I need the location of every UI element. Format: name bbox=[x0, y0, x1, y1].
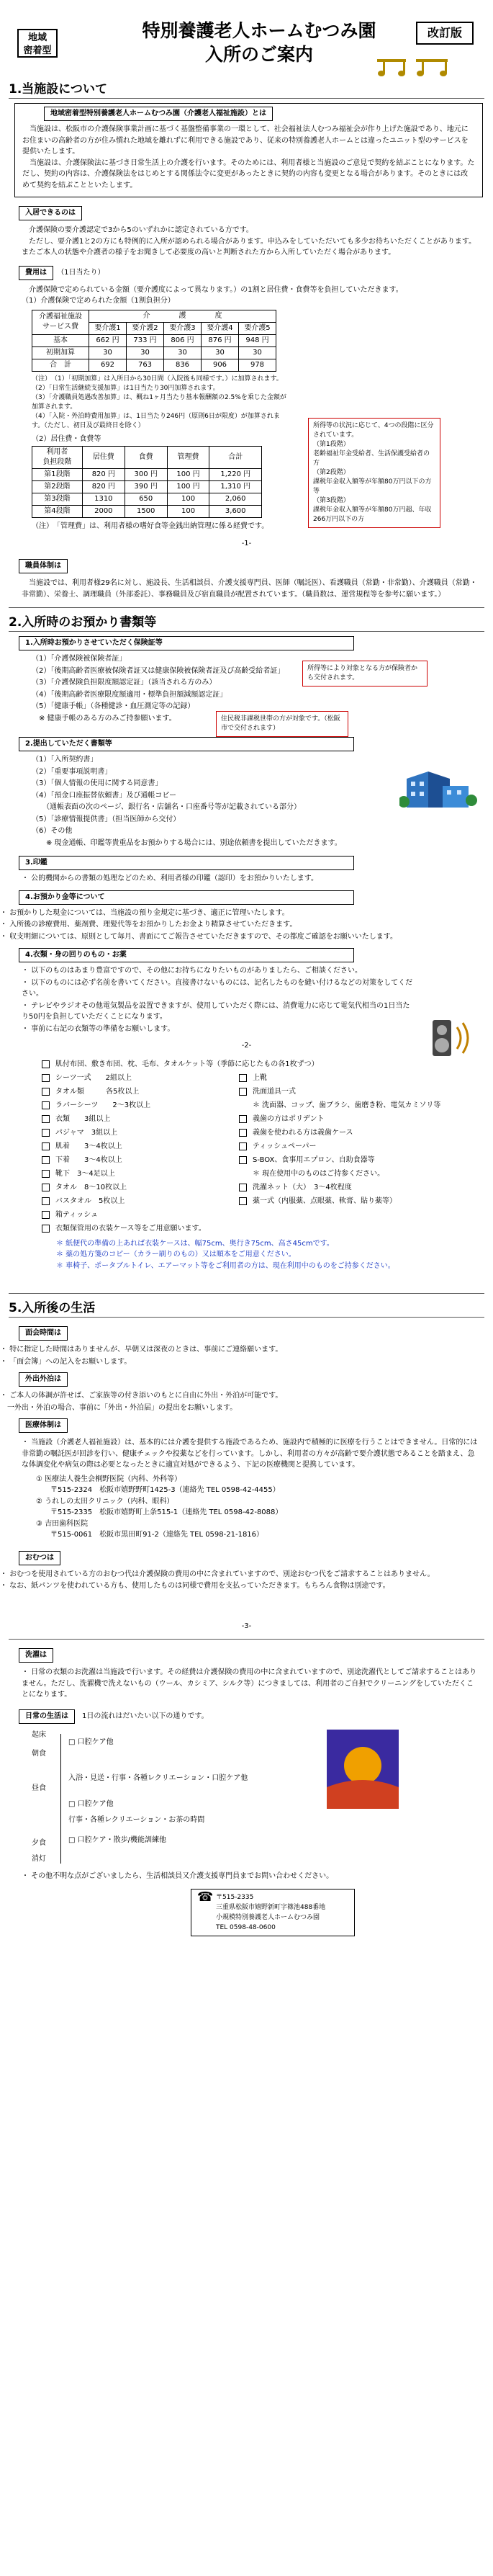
schedule-intro: 1日の流れはだいたい以下の通りです。 bbox=[82, 1712, 209, 1720]
page-number-3: -3- bbox=[241, 1622, 252, 1630]
care-fee-table bbox=[32, 310, 276, 372]
checklist-item bbox=[239, 1085, 476, 1099]
burden-level-note-line: 課税年金収入額等が年額80万円超、年収266万円以下の方 bbox=[313, 506, 432, 523]
table2-caption: （2）居住費・食費等 bbox=[32, 434, 101, 443]
care-fee-notes bbox=[32, 375, 291, 431]
living-cost-cell: 390 円 bbox=[125, 481, 167, 493]
living-cost-cell: 1,310 円 bbox=[209, 481, 262, 493]
document-item: （4）「後期高齢者医療限度額適用・標準負担額減額認定証」 bbox=[32, 690, 227, 699]
living-cost-cell: 第3段階 bbox=[32, 493, 83, 506]
submit-heading: 2.提出していただく書類等 bbox=[19, 737, 354, 751]
care-fee-row-label: 基本 bbox=[32, 334, 89, 346]
money-list bbox=[0, 908, 493, 943]
living-cost-cell: 1310 bbox=[82, 493, 125, 506]
outing-item: 一外出・外泊の場合、事前に「外出・外泊届」の提出をお願いします。 bbox=[0, 1403, 238, 1412]
care-fee-row bbox=[32, 359, 276, 371]
staff-rule bbox=[9, 607, 484, 608]
contact-box bbox=[191, 1889, 355, 1936]
hospital-name: ③ 吉田歯科医院 bbox=[36, 1519, 89, 1528]
living-cost-header: 合計 bbox=[209, 447, 262, 469]
living-cost-cell: 3,600 bbox=[209, 506, 262, 518]
visit-list bbox=[0, 1344, 493, 1367]
contact-line: 小規模特別養護老人ホームむつみ園 bbox=[216, 1914, 320, 1921]
checklist-label: 下着 3〜4枚以上 bbox=[55, 1155, 122, 1164]
schedule-time: 起床 bbox=[32, 1730, 46, 1739]
checklist-label: 肌付布団、敷き布団、枕、毛布、タオルケット等（季節に応じたもの各1枚ずつ） bbox=[55, 1060, 319, 1068]
section-1-rule bbox=[9, 98, 484, 99]
checklist-item bbox=[42, 1181, 229, 1194]
submit-item: （2）「重要事項説明書」 bbox=[32, 767, 112, 776]
living-cost-header: 利用者 負担段階 bbox=[32, 447, 83, 469]
living-cost-cell: 100 bbox=[167, 493, 209, 506]
belongings-heading: 4.衣類・身の回りのもの・お薬 bbox=[19, 948, 354, 962]
checklist-label: バスタオル 5枚以上 bbox=[55, 1197, 125, 1205]
checkbox-icon bbox=[42, 1088, 50, 1096]
checklist-label: 箱ティッシュ bbox=[55, 1210, 98, 1219]
belongings-blue-note: ＊ 車椅子、ポータブルトイレ、エアーマット等をご利用者の方は、現在利用中のものをご持参ください。 bbox=[56, 1261, 395, 1270]
care-fee-cell: 806 円 bbox=[164, 334, 202, 346]
care-fee-row-header: 介護福祉施設 サービス費 bbox=[32, 310, 89, 334]
living-cost-cell: 100 bbox=[167, 506, 209, 518]
submit-item: （4）「預金口座振替依頼書」及び通帳コピー bbox=[32, 791, 176, 800]
schedule-area bbox=[32, 1730, 493, 1866]
checklist-label: タオル類 各5枚以上 bbox=[55, 1087, 140, 1096]
checklist-item bbox=[239, 1181, 476, 1194]
sunset-icon bbox=[327, 1730, 399, 1866]
contact-line: 〒515-2335 bbox=[216, 1894, 254, 1901]
living-cost-cell: 第2段階 bbox=[32, 481, 83, 493]
diaper-list bbox=[0, 1569, 493, 1592]
belongings-list bbox=[22, 965, 414, 1034]
section-1-title: 1.当施設について bbox=[9, 82, 107, 97]
burden-level-note-line: 老齢福祉年金受給者、生活保護受給者の方 bbox=[313, 450, 430, 467]
care-fee-cell: 30 bbox=[89, 346, 127, 359]
checklist-label: 義歯の方はポリデント bbox=[253, 1114, 325, 1123]
belongings-item: ・ テレビやラジオその他電気製品を設置できますが、使用していただく際には、消費電力に応じて電気代相当の1日当たり50円を負担していただくことになります。 bbox=[22, 1001, 410, 1021]
care-fee-cell: 978 bbox=[239, 359, 276, 371]
hospital-address: 〒515-2324 松阪市嬉野野町1425-3（連絡先 TEL 0598-42-4455） bbox=[50, 1486, 280, 1494]
checklist-item bbox=[239, 1099, 476, 1112]
checkbox-icon bbox=[42, 1101, 50, 1109]
money-item: ・ 収支明細については、原則として毎月、書面にてご報告させていただきますので、その都度ご確認をお願いいたします。 bbox=[0, 932, 397, 941]
checklist-item bbox=[239, 1208, 476, 1222]
checklist-label: 肌着 3〜4枚以上 bbox=[55, 1142, 122, 1150]
living-cost-cell: 100 円 bbox=[167, 481, 209, 493]
eligibility-body bbox=[22, 225, 480, 259]
cost-heading-note: （1日当たり） bbox=[57, 268, 105, 277]
care-level-group-header: 介 護 度 bbox=[89, 310, 276, 322]
title-line-1: 特別養護老人ホームむつみ園 bbox=[142, 20, 376, 41]
belongings-blue-notes bbox=[56, 1238, 479, 1272]
table1-caption: （1）介護保険で定められた金額（1割負担分） bbox=[22, 297, 175, 305]
schedule-time: 夕食 bbox=[32, 1838, 46, 1847]
belongings-checklist bbox=[42, 1057, 481, 1235]
living-cost-header: 管理費 bbox=[167, 447, 209, 469]
table2-note: （注） 「管理費」は、利用者様の嗜好食等金銭出納管理に係る経費です。 bbox=[32, 522, 269, 530]
checkbox-icon bbox=[42, 1211, 50, 1219]
care-fee-note: （3）「介護職員処遇改善加算」は、概ね1ヶ月当たり基本報酬額の2.5%を乗じた金額が加算されます。 bbox=[32, 393, 286, 411]
care-fee-cell: 948 円 bbox=[239, 334, 276, 346]
outing-item: ・ ご本人の体調が許せば、ご家族等の付き添いのもとに自由に外出・外泊が可能です。 bbox=[0, 1392, 283, 1400]
care-fee-cell: 30 bbox=[202, 346, 239, 359]
care-fee-cell: 876 円 bbox=[202, 334, 239, 346]
checklist-label: 薬一式（内服薬、点眼薬、軟膏、貼り薬等） bbox=[253, 1197, 397, 1205]
checkbox-icon bbox=[239, 1129, 247, 1137]
checkbox-icon bbox=[42, 1129, 50, 1137]
music-notes-icon bbox=[374, 56, 453, 78]
care-fee-cell: 30 bbox=[239, 346, 276, 359]
checklist-label: 衣類 3組以上 bbox=[55, 1114, 111, 1123]
outing-list bbox=[0, 1390, 493, 1413]
checkbox-icon bbox=[239, 1142, 247, 1150]
intro-box bbox=[14, 103, 483, 197]
checklist-item bbox=[42, 1085, 229, 1099]
schedule-activity: 入浴・見送・行事・各種レクリエーション・口腔ケア他 bbox=[68, 1774, 248, 1782]
checklist-label: S-BOX、食事用エプロン、自助食器等 bbox=[253, 1155, 375, 1164]
care-fee-note: （2）「日常生活継続支援加算」は1日当たり30円加算されます。 bbox=[32, 384, 220, 392]
checkbox-icon bbox=[239, 1184, 247, 1191]
care-fee-row-label: 合 計 bbox=[32, 359, 89, 371]
title-line-2: 入所のご案内 bbox=[204, 44, 313, 65]
building-icon bbox=[399, 757, 479, 819]
care-level-header: 要介護3 bbox=[164, 322, 202, 334]
burden-level-note-line: 所得等の状況に応じて、4つの段階に区分されています。 bbox=[313, 421, 434, 439]
eligibility-heading: 入居できるのは bbox=[19, 206, 82, 220]
belongings-item: ・ 以下のものには必ず名前を書いてください。直接書けないものには、記名したものを縫い付けるなどの対策をしてください。 bbox=[22, 978, 413, 998]
staff-paragraph: 当施設では、利用者様29名に対し、施設長、生活相談員、介護支援専門員、医師（嘱託医）、看護職員（常勤・非常勤）、介護職員（常勤・非常勤）、栄養士、調理職員（外部委託）、事務職員及び宿直職員が配置されています。（職員数は、運営規程等を参考に願います。） bbox=[22, 579, 477, 599]
checkbox-icon bbox=[42, 1225, 50, 1233]
checkbox-icon bbox=[42, 1197, 50, 1205]
care-fee-cell: 692 bbox=[89, 359, 127, 371]
care-fee-note: （注） （1）「初期加算」は入所日から30日間（入院後も同様です。）に加算されます。 bbox=[32, 375, 283, 383]
outing-heading: 外出外泊は bbox=[19, 1372, 68, 1387]
page-number-1: -1- bbox=[241, 539, 252, 547]
checklist-item bbox=[239, 1194, 476, 1208]
laundry-heading: 洗濯は bbox=[19, 1648, 53, 1663]
care-fee-cell: 836 bbox=[164, 359, 202, 371]
eligibility-paragraph-2: ただし、要介護1と2の方にも特例的に入所が認められる場合があります。申込みをしていただいても多少お待ちいただくことがあります。またご本人の状態や介護者の様子をお聞きして必要度の高いと判断された方から入所していただく場合があります。 bbox=[22, 237, 476, 256]
living-cost-header: 食費 bbox=[125, 447, 167, 469]
schedule-time: 消灯 bbox=[32, 1854, 46, 1863]
living-cost-cell: 820 円 bbox=[82, 481, 125, 493]
belongings-block bbox=[0, 948, 493, 1034]
burden-level-note bbox=[308, 418, 440, 528]
schedule-activity: □ 口腔ケア・散歩/機能訓練他 bbox=[68, 1835, 166, 1844]
hospital-address: 〒515-0061 松阪市黒田町91-2（連絡先 TEL 0598-21-1816） bbox=[50, 1531, 264, 1539]
cost-table-area bbox=[32, 310, 493, 532]
living-cost-row bbox=[32, 493, 262, 506]
living-cost-cell: 第4段階 bbox=[32, 506, 83, 518]
medical-paragraph: ・ 当施設（介護老人福祉施設）は、基本的には介護を提供する施設であるため、施設内で積極的に医療を行うことはできません。日常的には非常勤の嘱託医が回診を行い、健康チェックや投薬などを行っています。しかし、利用者の方々が高齢で要介護状態であることを踏まえ、急な体調変化や病気の際は必要となったときに適宜対処ができるよう、下記の医療機関と提携しています。 bbox=[22, 1439, 478, 1469]
checklist-item bbox=[239, 1112, 476, 1126]
cost-intro: 介護保険で定められている金額（要介護度によって異なります。）の1割と居住費・食費等を負担していただきます。 bbox=[29, 285, 403, 294]
living-cost-table bbox=[32, 446, 262, 518]
visit-heading: 面会時間は bbox=[19, 1326, 68, 1341]
checklist-label: 上靴 bbox=[253, 1073, 267, 1082]
checklist-item bbox=[42, 1140, 229, 1153]
burden-level-note-line: （第3段階） bbox=[313, 496, 350, 504]
money-item: ・ 入所後の診療費用、薬剤費、理髪代等をお預かりしたお金より精算させていただきます。 bbox=[0, 921, 297, 929]
eligibility-paragraph-1: 介護保険の要介護認定で3から5のいずれかに認定されている方です。 bbox=[29, 226, 253, 234]
checkbox-icon bbox=[239, 1088, 247, 1096]
care-fee-cell: 662 円 bbox=[89, 334, 127, 346]
section-2-title: 2.入所時のお預かり書類等 bbox=[9, 615, 157, 630]
schedule-activity: □ 口腔ケア他 bbox=[68, 1799, 114, 1808]
checkbox-icon bbox=[42, 1184, 50, 1191]
page-3-rule bbox=[9, 1639, 484, 1640]
belongings-item: ・ 以下のものはあまり豊富ですので、その他にお持ちになりたいものがありましたら、ご相談ください。 bbox=[22, 967, 362, 975]
care-fee-cell: 763 bbox=[127, 359, 164, 371]
checklist-item bbox=[42, 1112, 229, 1126]
schedule-activity: 行事・各種レクリエーション・お茶の時間 bbox=[68, 1815, 205, 1824]
documents-heading: 1.入所時お預かりさせていただく保険証等 bbox=[19, 636, 354, 650]
care-fee-row bbox=[32, 346, 276, 359]
burden-level-note-line: （第2段階） bbox=[313, 468, 350, 476]
checklist-label: ラバーシーツ 2〜3枚以上 bbox=[55, 1101, 151, 1109]
staff-body bbox=[22, 578, 480, 600]
belongings-item: ・ 事前に右記の衣類等の準備をお願いします。 bbox=[22, 1024, 175, 1033]
hospital-list bbox=[36, 1474, 480, 1541]
intro-paragraph-1: 当施設は、松阪市の介護保険事業計画に基づく基盤整備事業の一環として、社会福祉法人むつみ福祉会が作り上げた施設であり、地元にお住まいの高齢者の方が住み慣れた地域を離れずに利用できる施設であり、従来の特別養護老人ホームとは違ったユニット型のサービスを提供いたします。 bbox=[22, 125, 469, 156]
schedule-time: 昼食 bbox=[32, 1784, 46, 1792]
seal-paragraph: ・ 公的機関からの書類の処理などのため、利用者様の印鑑（認印）をお預かりいたします。 bbox=[22, 875, 318, 882]
documents-red-note-2: 住民税非課税世帯の方が対象です。（松阪市で交付されます） bbox=[216, 711, 348, 737]
burden-level-note-line: （第1段階） bbox=[313, 440, 350, 448]
schedule-heading: 日常の生活は bbox=[19, 1709, 75, 1724]
hospital-name: ② うれしの太田クリニック（内科、眼科） bbox=[36, 1497, 174, 1506]
document-item: （5）「健康手帳」（各種健診・血圧測定等の記録） bbox=[32, 702, 195, 710]
section-5-rule bbox=[9, 1317, 484, 1318]
visit-item: ・ 「面会簿」への記入をお願いします。 bbox=[0, 1357, 132, 1366]
checkbox-icon bbox=[42, 1156, 50, 1164]
phone-icon: ☎ bbox=[197, 1889, 214, 1905]
checklist-label: ＊ 現在使用中のものはご持参ください。 bbox=[253, 1169, 385, 1178]
care-fee-cell: 30 bbox=[164, 346, 202, 359]
checklist-item bbox=[42, 1057, 476, 1071]
cost-body bbox=[22, 285, 480, 307]
diaper-heading: おむつは bbox=[19, 1551, 60, 1565]
care-fee-row bbox=[32, 334, 276, 346]
document-title bbox=[101, 19, 417, 66]
document-item: ※ 健康手帳のある方のみご持参願います。 bbox=[32, 714, 176, 723]
cost-tables-column bbox=[32, 310, 291, 532]
checklist-label: 衣類保管用の衣装ケース等をご用意願います。 bbox=[55, 1224, 206, 1233]
burden-level-note-line: 課税年金収入額等が年額80万円以下の方等 bbox=[313, 478, 432, 495]
section-2-rule bbox=[9, 631, 484, 632]
document-item: （2）「後期高齢者医療被保険者証又は健康保険被保険者証及び高齢受給者証」 bbox=[32, 666, 285, 675]
checklist-label: ティッシュペーパー bbox=[253, 1142, 317, 1150]
care-fee-cell: 30 bbox=[127, 346, 164, 359]
revised-edition-badge: 改訂版 bbox=[416, 22, 474, 45]
belongings-blue-note: ＊ 薬の処方箋のコピー（カラー刷りのもの）又は順本をご用意ください。 bbox=[56, 1251, 296, 1258]
living-cost-cell: 820 円 bbox=[82, 469, 125, 481]
checklist-item bbox=[42, 1099, 229, 1112]
schedule-times bbox=[32, 1730, 60, 1866]
checkbox-icon bbox=[42, 1074, 50, 1082]
living-cost-row bbox=[32, 506, 262, 518]
money-item: ・ お預かりした現金については、当施設の預り金規定に基づき、適正に管理いたします。 bbox=[0, 908, 289, 917]
checkbox-icon bbox=[42, 1060, 50, 1068]
living-cost-cell: 1,220 円 bbox=[209, 469, 262, 481]
schedule-line bbox=[60, 1734, 61, 1864]
visit-item: ・ 特に指定した時間はありませんが、早朝又は深夜のときは、事前にご連絡願います。 bbox=[0, 1346, 283, 1354]
documents-block bbox=[0, 653, 493, 732]
checkbox-icon bbox=[42, 1142, 50, 1150]
checklist-item bbox=[239, 1140, 476, 1153]
header bbox=[0, 0, 493, 81]
submit-item: ※ 現金通帳、印鑑等貴重品をお預かりする場合には、別途依頼書を提出していただきます。 bbox=[32, 838, 342, 847]
care-level-header: 要介護2 bbox=[127, 322, 164, 334]
checklist-item bbox=[42, 1153, 229, 1167]
checkbox-icon bbox=[239, 1074, 247, 1082]
belongings-blue-note: ＊ 紙便代の準備の上あれば衣装ケースは、幅75cm、奥行き75cm、高さ45cmです。 bbox=[56, 1239, 334, 1248]
medical-heading: 医療体制は bbox=[19, 1418, 68, 1433]
schedule-activities bbox=[68, 1730, 320, 1866]
checklist-label: 洗濯ネット（大） 3〜4枚程度 bbox=[253, 1183, 352, 1191]
care-fee-row-label: 初期加算 bbox=[32, 346, 89, 359]
submit-item: （5）「診療情報提供書」（担当医師から交付） bbox=[32, 815, 181, 823]
laundry-paragraph: ・ 日常の衣類のお洗濯は当施設で行います。その経費は介護保険の費用の中に含まれていますので、別途洗濯代としてご請求することはありません。ただし、洗濯機で洗えないもの（ウール、カシミア、シルク等）につきましては、利用者のご自担でクリーニングをしていただくことになります。 bbox=[22, 1668, 477, 1699]
care-level-header: 要介護4 bbox=[202, 322, 239, 334]
living-cost-cell: 2,060 bbox=[209, 493, 262, 506]
living-cost-cell: 100 円 bbox=[167, 469, 209, 481]
checklist-item bbox=[42, 1194, 229, 1208]
intro-heading: 地域密着型特別養護老人ホームむつみ園（介護老人福祉施設）とは bbox=[44, 107, 273, 121]
schedule-time: 朝食 bbox=[32, 1749, 46, 1758]
care-level-header: 要介護1 bbox=[89, 322, 127, 334]
section-5-title: 5.入所後の生活 bbox=[9, 1301, 96, 1315]
living-cost-cell: 2000 bbox=[82, 506, 125, 518]
living-cost-header: 居住費 bbox=[82, 447, 125, 469]
submit-item: （1）「入所契約書」 bbox=[32, 756, 98, 764]
schedule-heading-row bbox=[0, 1709, 493, 1724]
checkbox-icon bbox=[239, 1197, 247, 1205]
schedule-timeline bbox=[32, 1730, 320, 1866]
hospital-address: 〒515-2335 松阪市嬉野町上条515-1（連絡先 TEL 0598-42-8088） bbox=[50, 1508, 283, 1516]
diaper-item: ・ なお、紙パンツを使われている方も、使用したものは同様で費用を支払っていただきます。もちろん食物は別途です。 bbox=[0, 1582, 390, 1590]
checklist-item bbox=[239, 1126, 476, 1140]
submit-block bbox=[0, 737, 493, 849]
checklist-item bbox=[42, 1071, 229, 1085]
checklist-item bbox=[239, 1071, 476, 1085]
closing-paragraph: ・ その他不明な点がございましたら、生活相談員又介護支援専門員までお問い合わせください。 bbox=[22, 1871, 334, 1880]
checklist-item bbox=[42, 1167, 229, 1181]
submit-item: （6）その他 bbox=[32, 827, 73, 835]
contact-line: 三重県松阪市嬉野新町字篠池488番地 bbox=[216, 1904, 326, 1911]
living-cost-row bbox=[32, 469, 262, 481]
checkbox-icon bbox=[42, 1170, 50, 1178]
tag-line-2: 密着型 bbox=[23, 45, 52, 56]
living-cost-cell: 第1段階 bbox=[32, 469, 83, 481]
checklist-item bbox=[42, 1222, 476, 1235]
checklist-label: シーツ一式 2組以上 bbox=[55, 1073, 132, 1082]
living-cost-row bbox=[32, 481, 262, 493]
care-level-header: 要介護5 bbox=[239, 322, 276, 334]
page-number-2: -2- bbox=[241, 1042, 252, 1050]
care-fee-cell: 906 bbox=[202, 359, 239, 371]
checklist-label: 洗面道具一式 bbox=[253, 1087, 296, 1096]
diaper-item: ・ おむつを使用されている方のおむつ代は介護保険の費用の中に含まれていますので、別途おむつ代をご請求することはありません。 bbox=[0, 1570, 435, 1578]
living-cost-cell: 1500 bbox=[125, 506, 167, 518]
contact-line: TEL 0598-48-0600 bbox=[216, 1924, 276, 1931]
checklist-label: 靴下 3〜4足以上 bbox=[55, 1169, 115, 1178]
checklist-item bbox=[42, 1126, 229, 1140]
cost-heading-row bbox=[0, 261, 493, 283]
care-fee-cell: 733 円 bbox=[127, 334, 164, 346]
living-cost-cell: 650 bbox=[125, 493, 167, 506]
care-fee-note: （4）「入院・外泊時費用加算」は、1日当たり246円（原則6日が限度）が加算されます。（ただし、初日及び最終日を除く） bbox=[32, 412, 280, 429]
hospital-name: ① 医療法人養生会桐野医院（内科、外科等） bbox=[36, 1475, 182, 1483]
checklist-label: 義歯を使われる方は義歯ケース bbox=[253, 1128, 353, 1137]
checklist-label: パジャマ 3組以上 bbox=[55, 1128, 118, 1137]
tag-line-1: 地域 bbox=[27, 32, 47, 43]
document-item: （3）「介護保険負担限度額認定証」（該当される方のみ） bbox=[32, 679, 217, 687]
document-item: （1）「介護保険被保険者証」 bbox=[32, 655, 127, 663]
submit-item: （3）「個人情報の使用に関する同意書」 bbox=[32, 779, 163, 787]
cost-heading: 費用は bbox=[19, 266, 53, 280]
section-5-rule-top bbox=[9, 1293, 484, 1294]
speaker-icon bbox=[421, 1013, 479, 1068]
checkbox-icon bbox=[239, 1156, 247, 1164]
intro-paragraph-2: 当施設は、介護保険法に基づき日常生活上の介護を行います。そのためには、利用者様と当施設のご意見で契約を結ぶことになります。ただし、契約の内容は、介護保険法をはじめとする関係法令に変更があったときに契約の内容も変更となる場合があります。そのときには改めて契約を結ぶことといたします。 bbox=[22, 158, 475, 189]
contact-lines bbox=[216, 1892, 325, 1933]
checklist-item bbox=[42, 1208, 229, 1222]
facility-type-tag bbox=[17, 29, 58, 58]
checklist-item bbox=[239, 1153, 476, 1167]
staff-heading: 職員体制は bbox=[19, 559, 68, 573]
documents-red-note-1: 所得等により対象となる方が保険者から交付されます。 bbox=[302, 661, 428, 687]
checklist-label: タオル 8〜10枚以上 bbox=[55, 1183, 127, 1191]
schedule-activity: □ 口腔ケア他 bbox=[68, 1738, 114, 1746]
checkbox-icon bbox=[239, 1115, 247, 1123]
submit-item: （通帳表面の次のページ、銀行名・店舗名・口座番号等が記載されている部分） bbox=[32, 803, 301, 811]
checkbox-icon bbox=[42, 1115, 50, 1123]
checklist-label: ＊ 洗面器、コップ、歯ブラシ、歯磨き粉、電気カミソリ等 bbox=[253, 1101, 441, 1109]
living-cost-cell: 300 円 bbox=[125, 469, 167, 481]
seal-heading: 3.印鑑 bbox=[19, 856, 354, 870]
money-heading: 4.お預かり金等について bbox=[19, 890, 354, 905]
checklist-item bbox=[239, 1167, 476, 1181]
